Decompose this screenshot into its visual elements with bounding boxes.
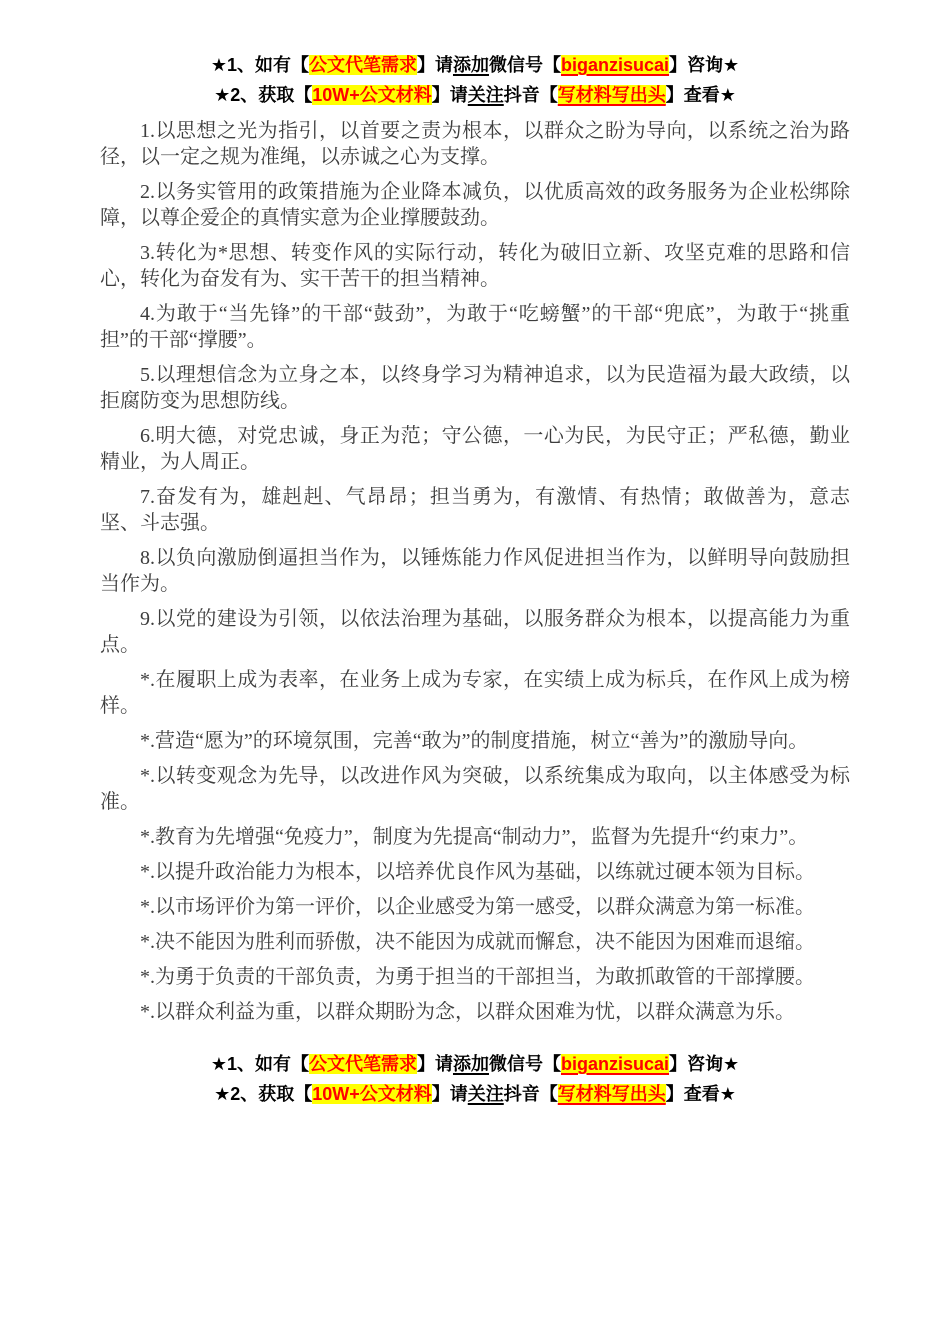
paragraph: *.以转变观念为先导，以改进作风为突破，以系统集成为取向，以主体感受为标准。 bbox=[100, 765, 850, 813]
document-body bbox=[100, 118, 850, 1025]
paragraph: *.以群众利益为重，以群众期盼为念，以群众困难为忧，以群众满意为乐。 bbox=[140, 1001, 795, 1023]
highlighted-text: 10W+公文材料 bbox=[312, 85, 432, 105]
ad-text: 】查看★ bbox=[665, 85, 736, 105]
footer-ad-line bbox=[100, 1049, 850, 1079]
paragraph: 2.以务实管用的政策措施为企业降本减负，以优质高效的政务服务为企业松绑除障，以尊企爱企的真情实意为企业撑腰鼓劲。 bbox=[100, 181, 850, 229]
paragraph: 5.以理想信念为立身之本，以终身学习为精神追求，以为民造福为最大政绩，以拒腐防变为思想防线。 bbox=[100, 364, 850, 412]
highlighted-text: biganzisucai bbox=[560, 1054, 670, 1074]
paragraph: *.教育为先增强“免疫力”，制度为先提高“制动力”，监督为先提升“约束力”。 bbox=[140, 826, 809, 848]
ad-text: ★2、获取【 bbox=[214, 1084, 313, 1104]
ad-text: ★1、如有【 bbox=[210, 1054, 309, 1074]
paragraph: 1.以思想之光为指引，以首要之责为根本，以群众之盼为导向，以系统之治为路径，以一定之规为准绳，以赤诚之心为支撑。 bbox=[100, 120, 850, 168]
paragraph: *.为勇于负责的干部负责，为勇于担当的干部担当，为敢抓敢管的干部撑腰。 bbox=[140, 966, 815, 988]
paragraph: 8.以负向激励倒逼担当作为，以锤炼能力作风促进担当作为，以鲜明导向鼓励担当作为。 bbox=[100, 547, 850, 595]
paragraph: *.以提升政治能力为根本，以培养优良作风为基础，以练就过硬本领为目标。 bbox=[140, 861, 815, 883]
highlighted-text: 10W+公文材料 bbox=[312, 1084, 432, 1104]
paragraph: 6.明大德，对党忠诚，身正为范；守公德，一心为民，为民守正；严私德，勤业精业，为人周正。 bbox=[100, 425, 850, 473]
ad-text: 关注 bbox=[467, 1084, 504, 1104]
paragraph: 9.以党的建设为引领，以依法治理为基础，以服务群众为根本，以提高能力为重点。 bbox=[100, 608, 850, 656]
highlighted-text: 公文代笔需求 bbox=[308, 1054, 417, 1074]
paragraph: *.营造“愿为”的环境氛围，完善“敢为”的制度措施，树立“善为”的激励导向。 bbox=[140, 730, 809, 752]
header-ad-block bbox=[100, 50, 850, 110]
highlighted-text: 写材料写出头 bbox=[557, 1084, 666, 1104]
paragraph: 4.为敢于“当先锋”的干部“鼓劲”，为敢于“吃螃蟹”的干部“兜底”，为敢于“挑重担”的干部“撑腰”。 bbox=[100, 303, 850, 351]
ad-text: 关注 bbox=[467, 85, 504, 105]
ad-text: 微信号【 bbox=[488, 55, 561, 75]
header-ad-line bbox=[100, 50, 850, 80]
ad-text: 微信号【 bbox=[488, 1054, 561, 1074]
highlighted-text: 公文代笔需求 bbox=[308, 55, 417, 75]
ad-text: 】请 bbox=[431, 85, 468, 105]
highlighted-text: 写材料写出头 bbox=[557, 85, 666, 105]
paragraph: 7.奋发有为，雄赳赳、气昂昂；担当勇为，有激情、有热情；敢做善为，意志坚、斗志强。 bbox=[100, 486, 850, 534]
ad-text: 】咨询★ bbox=[669, 55, 740, 75]
ad-text: 】请 bbox=[431, 1084, 468, 1104]
paragraph: *.决不能因为胜利而骄傲，决不能因为成就而懈怠，决不能因为困难而退缩。 bbox=[140, 931, 815, 953]
ad-text: 抖音【 bbox=[503, 1084, 558, 1104]
ad-text: 】查看★ bbox=[665, 1084, 736, 1104]
footer-ad-block bbox=[100, 1049, 850, 1109]
footer-ad-line bbox=[100, 1079, 850, 1109]
ad-text: ★1、如有【 bbox=[210, 55, 309, 75]
header-ad-line bbox=[100, 80, 850, 110]
ad-text: 添加 bbox=[452, 55, 489, 75]
highlighted-text: biganzisucai bbox=[560, 55, 670, 75]
ad-text: 】请 bbox=[416, 1054, 453, 1074]
ad-text: 抖音【 bbox=[503, 85, 558, 105]
ad-text: 添加 bbox=[452, 1054, 489, 1074]
paragraph: *.以市场评价为第一评价，以企业感受为第一感受，以群众满意为第一标准。 bbox=[140, 896, 815, 918]
ad-text: 】咨询★ bbox=[669, 1054, 740, 1074]
paragraph: 3.转化为*思想、转变作风的实际行动，转化为破旧立新、攻坚克难的思路和信心，转化为奋发有为、实干苦干的担当精神。 bbox=[100, 242, 850, 290]
ad-text: ★2、获取【 bbox=[214, 85, 313, 105]
ad-text: 】请 bbox=[416, 55, 453, 75]
paragraph: *.在履职上成为表率，在业务上成为专家，在实绩上成为标兵，在作风上成为榜样。 bbox=[100, 669, 850, 717]
